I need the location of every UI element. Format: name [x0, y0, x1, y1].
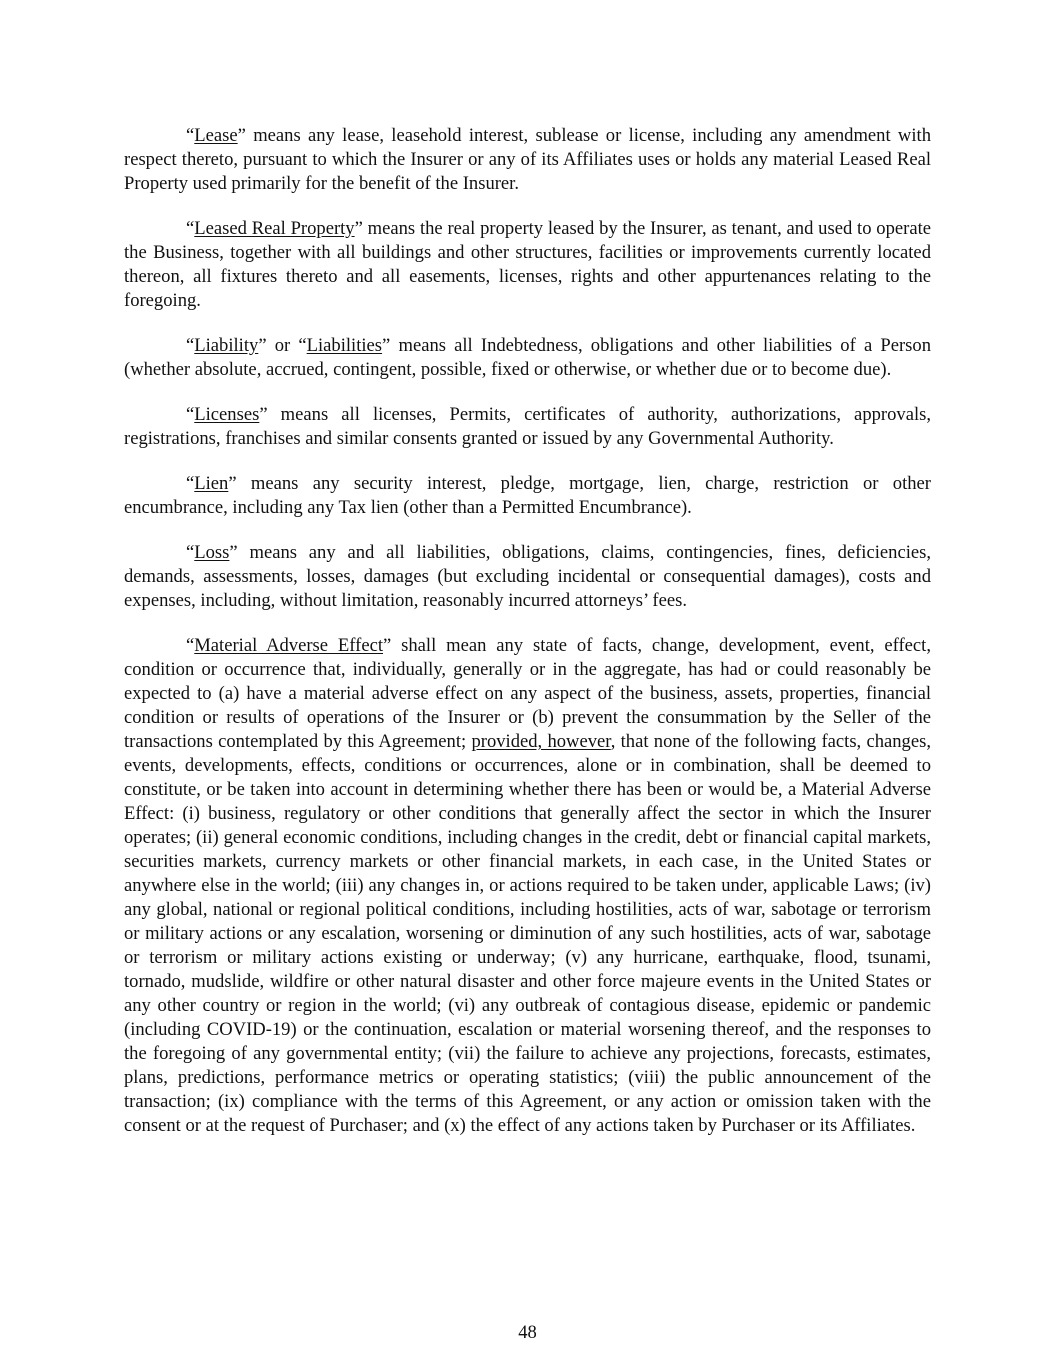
defined-term: Licenses [194, 404, 260, 425]
definition-text: means all licenses, Permits, certificates of authority, authorizations, approvals, registrations, franchises and similar consents granted or issued by any Governmental Authority. [124, 404, 931, 449]
definition-text: shall mean any state of facts, change, development, event, effect, condition or occurrence that, individually, generally or in the aggregate, has had or could reasonably be expected to (a) have a material adverse effect on any aspect of the business, assets, properties, financial condition or results of operations of the Insurer or (b) prevent the consummation by the Seller of the transactions contemplated by this Agreement; [124, 635, 931, 752]
defined-term: Loss [194, 542, 230, 563]
definition-loss: “Loss” means any and all liabilities, obligations, claims, contingencies, fines, deficiencies, demands, assessments, losses, damages (but excluding incidental or consequential damages), costs and expenses, including, without limitation, reasonably incurred attorneys’ fees. [124, 542, 931, 611]
defined-term: Lease [194, 125, 238, 146]
definition-lien: “Lien” means any security interest, pledge, mortgage, lien, charge, restriction or other encumbrance, including any Tax lien (other than a Permitted Encumbrance). [124, 473, 931, 518]
definition-leased-real-property: “Leased Real Property” means the real property leased by the Insurer, as tenant, and used to operate the Business, together with all buildings and other structures, facilities or improvements currently located thereon, all fixtures thereto and all easements, licenses, rights and other appurtenances relating to the foregoing. [124, 218, 931, 311]
definition-material-adverse-effect: “Material Adverse Effect” shall mean any state of facts, change, development, event, effect, condition or occurrence that, individually, generally or in the aggregate, has had or could reasonably be expected to (a) have a material adverse effect on any aspect of the business, assets, properties, financial condition or results of operations of the Insurer or (b) prevent the consummation by the Seller of the transactions contemplated by this Agreement; provided, however, that none of the following facts, changes, events, developments, effects, conditions or occurrences, alone or in combination, shall be deemed to constitute, or be taken into account in determining whether there has been or would be, a Material Adverse Effect: (i) business, regulatory or other conditions that generally affect the sector in which the Insurer operates; (ii) general economic conditions, including changes in the credit, debt or financial capital markets, securities markets, currency markets or other financial markets, in each case, in the United States or anywhere else in the world; (iii) any changes in, or actions required to be taken under, applicable Laws; (iv) any global, national or regional political conditions, including hostilities, acts of war, sabotage or terrorism or military actions or any escalation, worsening or diminution of any such hostilities, acts of war, sabotage or terrorism or military actions existing or underway; (v) any hurricane, earthquake, flood, tsunami, tornado, mudslide, wildfire or other natural disaster and other force majeure events in the United States or any other country or region in the world; (vi) any outbreak of contagious disease, epidemic or pandemic (including COVID-19) or the continuation, escalation or material worsening thereof, and the responses to the foregoing of any governmental entity; (vii) the failure to achieve any projections, forecasts, estimates, plans, predictions, performance metrics or operating statistics; (viii) the public announcement of the transaction; (ix) compliance with the terms of this Agreement, or any action or omission taken with the consent or at the request of Purchaser; and (x) the effect of any actions taken by Purchaser or its Affiliates. [124, 635, 931, 1136]
definition-liability: “Liability” or “Liabilities” means all Indebtedness, obligations and other liabilities of a Person (whether absolute, accrued, contingent, possible, fixed or otherwise, or whether due or to become due). [124, 335, 931, 380]
defined-term: Leased Real Property [194, 218, 355, 239]
proviso-term: provided, however [471, 731, 611, 752]
definition-text: means all Indebtedness, obligations and other liabilities of a Person (whether absolute, accrued, contingent, possible, fixed or otherwise, or whether due or to become due). [124, 335, 931, 380]
definition-text: means any and all liabilities, obligations, claims, contingencies, fines, deficiencies, demands, assessments, losses, damages (but excluding incidental or consequential damages), costs and expenses, including, without limitation, reasonably incurred attorneys’ fees. [124, 542, 931, 611]
defined-term: Liabilities [306, 335, 383, 356]
definition-text-continued: , that none of the following facts, changes, events, developments, effects, conditions or occurrences, alone or in combination, shall be deemed to constitute, or be taken into account in determining whether there has been or would be, a Material Adverse Effect: (i) business, regulatory or other conditions that generally affect the sector in which the Insurer operates; (ii) general economic conditions, including changes in the credit, debt or financial capital markets, securities markets, currency markets or other financial markets, in each case, in the United States or anywhere else in the world; (iii) any changes in, or actions required to be taken under, applicable Laws; (iv) any global, national or regional political conditions, including hostilities, acts of war, sabotage or terrorism or military actions or any escalation, worsening or diminution of any such hostilities, acts of war, sabotage or terrorism or military actions existing or underway; (v) any hurricane, earthquake, flood, tsunami, tornado, mudslide, wildfire or other natural disaster and other force majeure events in the United States or any other country or region in the world; (vi) any outbreak of contagious disease, epidemic or pandemic (including COVID-19) or the continuation, escalation or material worsening thereof, and the responses to the foregoing of any governmental entity; (vii) the failure to achieve any projections, forecasts, estimates, plans, predictions, performance metrics or operating statistics; (viii) the public announcement of the transaction; (ix) compliance with the terms of this Agreement, or any action or omission taken with the consent or at the request of Purchaser; and (x) the effect of any actions taken by Purchaser or its Affiliates. [124, 731, 931, 1136]
definition-text: means any security interest, pledge, mortgage, lien, charge, restriction or other encumbrance, including any Tax lien (other than a Permitted Encumbrance). [124, 473, 931, 518]
definition-text: means the real property leased by the Insurer, as tenant, and used to operate the Business, together with all buildings and other structures, facilities or improvements currently located thereon, all fixtures thereto and all easements, licenses, rights and other appurtenances relating to the foregoing. [124, 218, 931, 311]
definition-text: means any lease, leasehold interest, sublease or license, including any amendment with respect thereto, pursuant to which the Insurer or any of its Affiliates uses or holds any material Leased Real Property used primarily for the benefit of the Insurer. [124, 125, 931, 194]
defined-term: Liability [194, 335, 259, 356]
defined-term: Lien [194, 473, 229, 494]
definition-licenses: “Licenses” means all licenses, Permits, certificates of authority, authorizations, approvals, registrations, franchises and similar consents granted or issued by any Governmental Authority. [124, 404, 931, 449]
definition-lease: “Lease” means any lease, leasehold interest, sublease or license, including any amendment with respect thereto, pursuant to which the Insurer or any of its Affiliates uses or holds any material Leased Real Property used primarily for the benefit of the Insurer. [124, 125, 931, 194]
document-page [124, 124, 931, 1159]
page-number: 48 [518, 1322, 537, 1343]
defined-term: Material Adverse Effect [194, 635, 383, 656]
